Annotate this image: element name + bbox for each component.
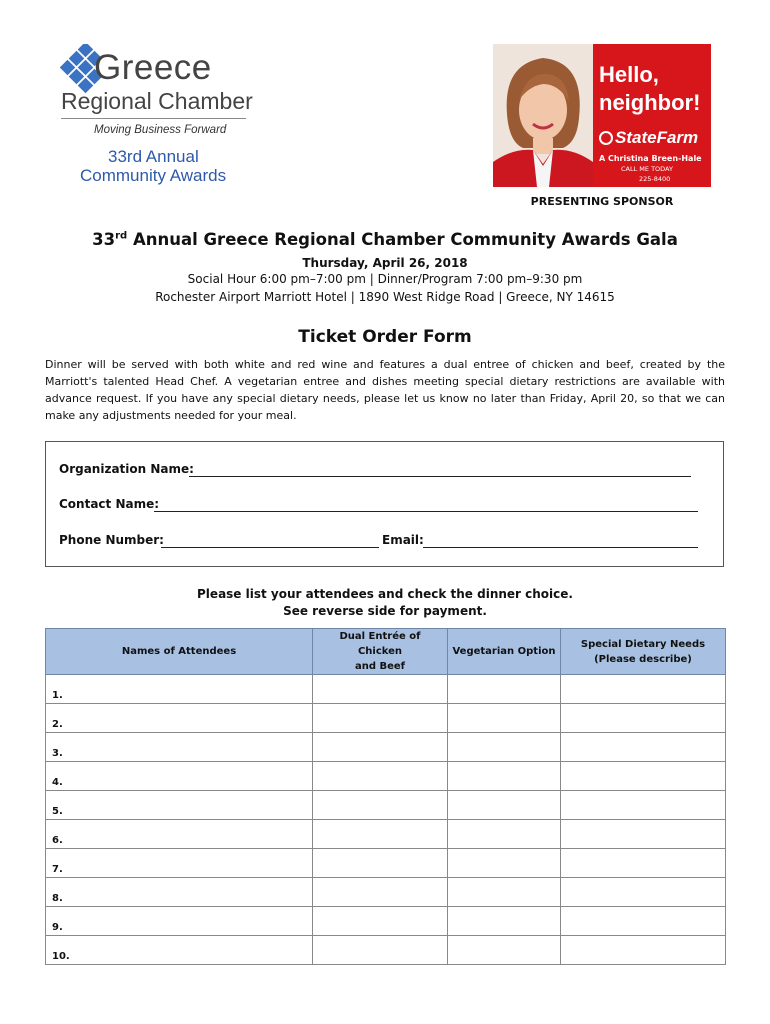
statefarm-logo-icon	[599, 131, 613, 145]
row-number: 2.	[52, 719, 63, 730]
table-row	[46, 878, 726, 907]
agent-photo	[493, 44, 593, 187]
vegetarian-cell[interactable]	[448, 820, 561, 849]
presenting-sponsor-label: PRESENTING SPONSOR	[530, 195, 674, 208]
dual-entree-cell[interactable]	[313, 791, 448, 820]
organization-field[interactable]	[189, 476, 691, 477]
vegetarian-cell[interactable]	[448, 849, 561, 878]
event-venue: Rochester Airport Marriott Hotel | 1890 West Ridge Road | Greece, NY 14615	[155, 290, 615, 304]
dual-entree-cell[interactable]	[313, 849, 448, 878]
contact-info-box	[45, 441, 724, 567]
logo-tagline: Moving Business Forward	[94, 124, 227, 136]
attendee-name-cell[interactable]	[46, 675, 313, 704]
table-row	[46, 791, 726, 820]
contact-label: Contact Name:	[59, 497, 160, 511]
table-row	[46, 907, 726, 936]
row-number: 6.	[52, 835, 63, 846]
vegetarian-cell[interactable]	[448, 704, 561, 733]
contact-field[interactable]	[154, 511, 698, 512]
dietary-cell[interactable]	[561, 878, 726, 907]
attendee-name-cell[interactable]	[46, 820, 313, 849]
table-header-row	[46, 629, 726, 675]
header-dietary	[561, 629, 726, 675]
attendee-table	[45, 628, 726, 965]
dual-entree-cell[interactable]	[313, 675, 448, 704]
event-date: Thursday, April 26, 2018	[302, 256, 468, 270]
attendee-name-cell[interactable]	[46, 907, 313, 936]
row-number: 10.	[52, 951, 70, 962]
header-dietary-line1: Special Dietary Needs	[580, 638, 706, 650]
attendee-name-cell[interactable]	[46, 878, 313, 907]
dietary-cell[interactable]	[561, 849, 726, 878]
header-dual-entree	[313, 629, 448, 675]
row-number: 8.	[52, 893, 63, 904]
attendee-rows	[46, 675, 726, 965]
dual-entree-cell[interactable]	[313, 936, 448, 965]
attendee-instruction: Please list your attendees and check the dinner choice.	[197, 587, 573, 601]
logo-divider	[61, 118, 246, 119]
header-dual-line2: and Beef	[354, 661, 406, 672]
dietary-cell[interactable]	[561, 675, 726, 704]
attendee-name-cell[interactable]	[46, 936, 313, 965]
row-number: 3.	[52, 748, 63, 759]
dual-entree-cell[interactable]	[313, 704, 448, 733]
vegetarian-cell[interactable]	[448, 907, 561, 936]
table-row	[46, 733, 726, 762]
dietary-cell[interactable]	[561, 791, 726, 820]
dietary-cell[interactable]	[561, 820, 726, 849]
chamber-logo	[56, 40, 266, 190]
ad-call-text: CALL ME TODAY	[621, 165, 673, 173]
ad-headline-line1: Hello,	[599, 62, 659, 87]
gala-title	[0, 230, 770, 249]
table-row	[46, 675, 726, 704]
vegetarian-cell[interactable]	[448, 733, 561, 762]
header-dietary-line2: (Please describe)	[594, 653, 692, 665]
table-row	[46, 820, 726, 849]
header-vegetarian	[448, 629, 561, 675]
header-names	[46, 629, 313, 675]
dietary-cell[interactable]	[561, 733, 726, 762]
email-field[interactable]	[423, 547, 698, 548]
dual-entree-cell[interactable]	[313, 733, 448, 762]
intro-paragraph: Dinner will be served with both white and red wine and features a dual entree of chicken and beef, created by the Marriott's talented Head Chef. A vegetarian entree and dishes meeting special dietary restrictions are available with advance request. If you have any special dietary needs, please let us know no later than Friday, April 20, so that we can make any adjustments needed for your meal.	[45, 358, 725, 422]
dietary-cell[interactable]	[561, 762, 726, 791]
gala-title-number: 33	[92, 230, 116, 249]
attendee-name-cell[interactable]	[46, 704, 313, 733]
attendee-name-cell[interactable]	[46, 762, 313, 791]
attendee-name-cell[interactable]	[46, 849, 313, 878]
phone-label: Phone Number:	[59, 533, 164, 547]
header-names-label: Names of Attendees	[121, 646, 237, 657]
row-number: 9.	[52, 922, 63, 933]
logo-name-line1: Greece	[94, 48, 212, 87]
dual-entree-cell[interactable]	[313, 878, 448, 907]
email-label: Email:	[382, 533, 424, 547]
logo-event-line2: Community Awards	[80, 166, 227, 185]
table-row	[46, 849, 726, 878]
logo-name-line2: Regional Chamber	[61, 88, 253, 114]
sponsor-ad	[493, 44, 711, 187]
phone-field[interactable]	[161, 547, 379, 548]
gala-title-rest: Annual Greece Regional Chamber Community Awards Gala	[127, 230, 678, 249]
table-row	[46, 704, 726, 733]
dual-entree-cell[interactable]	[313, 820, 448, 849]
attendee-name-cell[interactable]	[46, 791, 313, 820]
dual-entree-cell[interactable]	[313, 907, 448, 936]
ad-phone: 225-8400	[639, 175, 671, 183]
ad-brand	[599, 128, 698, 148]
row-number: 4.	[52, 777, 63, 788]
attendee-name-cell[interactable]	[46, 733, 313, 762]
header-vegetarian-label: Vegetarian Option	[452, 646, 556, 657]
event-times: Social Hour 6:00 pm–7:00 pm | Dinner/Program 7:00 pm–9:30 pm	[187, 272, 583, 286]
header-dual-line1: Dual Entrée of Chicken	[339, 631, 421, 657]
vegetarian-cell[interactable]	[448, 878, 561, 907]
agent-portrait-icon	[493, 44, 593, 187]
ad-headline-line2: neighbor!	[599, 90, 701, 115]
vegetarian-cell[interactable]	[448, 936, 561, 965]
vegetarian-cell[interactable]	[448, 675, 561, 704]
ad-brand-text: StateFarm	[615, 128, 699, 147]
row-number: 1.	[52, 690, 63, 701]
logo-event-line1: 33rd Annual	[108, 147, 199, 166]
dietary-cell[interactable]	[561, 936, 726, 965]
organization-label: Organization Name:	[59, 462, 194, 476]
ad-agent-name: A Christina Breen-Hale	[599, 154, 702, 163]
form-title: Ticket Order Form	[298, 327, 472, 347]
table-row	[46, 936, 726, 965]
dual-entree-cell[interactable]	[313, 762, 448, 791]
row-number: 5.	[52, 806, 63, 817]
table-row	[46, 762, 726, 791]
dietary-cell[interactable]	[561, 704, 726, 733]
gala-title-suffix: rd	[115, 230, 128, 242]
row-number: 7.	[52, 864, 63, 875]
vegetarian-cell[interactable]	[448, 762, 561, 791]
vegetarian-cell[interactable]	[448, 791, 561, 820]
payment-note: See reverse side for payment.	[283, 604, 487, 618]
dietary-cell[interactable]	[561, 907, 726, 936]
